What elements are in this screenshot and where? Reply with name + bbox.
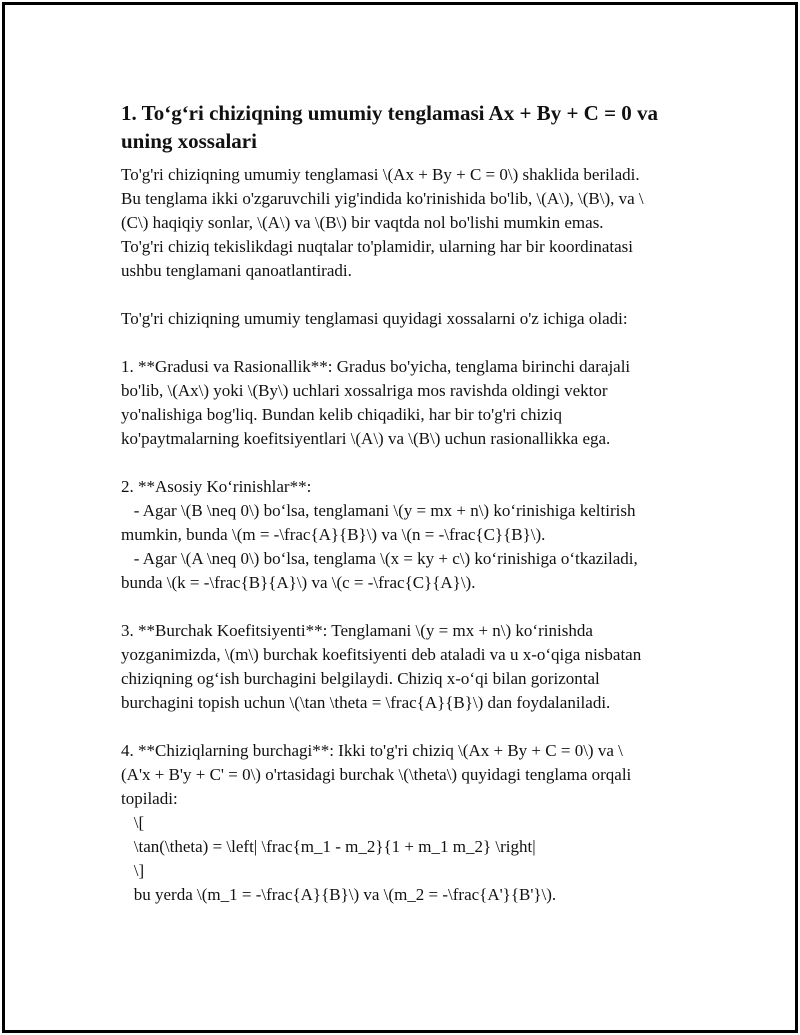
text-line: 4. **Chiziqlarning burchagi**: Ikki to'g'ri chiziq \(Ax + By + C = 0\) va \ xyxy=(121,741,623,760)
text-line: yozganimizda, \(m\) burchak koefitsiyenti deb ataladi va u x-o‘qiga nisbatan xyxy=(121,645,642,664)
text-line: - Agar \(B \neq 0\) bo‘lsa, tenglamani \(y = mx + n\) ko‘rinishiga keltirish xyxy=(121,501,636,520)
text-line: 2. **Asosiy Ko‘rinishlar**: xyxy=(121,477,312,496)
text-line: bunda \(k = -\frac{B}{A}\) va \(c = -\frac{C}{A}\). xyxy=(121,573,476,592)
section-heading xyxy=(121,99,701,155)
text-line: 3. **Burchak Koefitsiyenti**: Tenglamani \(y = mx + n\) ko‘rinishda xyxy=(121,621,593,640)
text-line: mumkin, bunda \(m = -\frac{A}{B}\) va \(n = -\frac{C}{B}\). xyxy=(121,525,546,544)
heading-line: uning xossalari xyxy=(121,129,257,153)
text-line: To'g'ri chiziqning umumiy tenglamasi \(Ax + By + C = 0\) shaklida beriladi. xyxy=(121,165,640,184)
properties-intro xyxy=(121,307,701,331)
text-line: burchagini topish uchun \(\tan \theta = \frac{A}{B}\) dan foydalaniladi. xyxy=(121,693,611,712)
text-line: Bu tenglama ikki o'zgaruvchili yig'indida ko'rinishida bo'lib, \(A\), \(B\), va \ xyxy=(121,189,644,208)
formula-line: \] xyxy=(121,861,145,880)
text-line: 1. **Gradusi va Rasionallik**: Gradus bo'yicha, tenglama birinchi darajali xyxy=(121,357,631,376)
text-line: To'g'ri chiziqning umumiy tenglamasi quyidagi xossalarni o'z ichiga oladi: xyxy=(121,309,628,328)
formula-line: \[ xyxy=(121,813,145,832)
text-line: bo'lib, \(Ax\) yoki \(By\) uchlari xossalriga mos ravishda oldingi vektor xyxy=(121,381,608,400)
text-line: (C\) haqiqiy sonlar, \(A\) va \(B\) bir vaqtda nol bo'lishi mumkin emas. xyxy=(121,213,604,232)
text-line: - Agar \(A \neq 0\) bo‘lsa, tenglama \(x = ky + c\) ko‘rinishiga o‘tkaziladi, xyxy=(121,549,638,568)
property-1 xyxy=(121,355,701,451)
property-3 xyxy=(121,619,701,715)
paragraph-gap xyxy=(121,283,701,307)
text-line: ushbu tenglamani qanoatlantiradi. xyxy=(121,261,352,280)
page-frame xyxy=(2,2,798,1033)
formula-line: \tan(\theta) = \left| \frac{m_1 - m_2}{1 + m_1 m_2} \right| xyxy=(121,837,536,856)
heading-line: 1. To‘g‘ri chiziqning umumiy tenglamasi Ax + By + C = 0 va xyxy=(121,101,659,125)
text-line: chiziqning og‘ish burchagini belgilaydi. Chiziq x-o‘qi bilan gorizontal xyxy=(121,669,600,688)
property-2 xyxy=(121,475,701,595)
paragraph-gap xyxy=(121,715,701,739)
text-line: To'g'ri chiziq tekislikdagi nuqtalar to'plamidir, ularning har bir koordinatasi xyxy=(121,237,634,256)
paragraph-gap xyxy=(121,331,701,355)
intro-paragraph xyxy=(121,163,701,283)
document-body xyxy=(121,99,701,907)
property-4 xyxy=(121,739,701,907)
paragraph-gap xyxy=(121,595,701,619)
text-line: topiladi: xyxy=(121,789,178,808)
text-line: ko'paytmalarning koefitsiyentlari \(A\) va \(B\) uchun rasionallikka ega. xyxy=(121,429,611,448)
paragraph-gap xyxy=(121,451,701,475)
text-line: bu yerda \(m_1 = -\frac{A}{B}\) va \(m_2 = -\frac{A'}{B'}\). xyxy=(121,885,557,904)
text-line: yo'nalishiga bog'liq. Bundan kelib chiqadiki, har bir to'g'ri chiziq xyxy=(121,405,562,424)
text-line: (A'x + B'y + C' = 0\) o'rtasidagi burchak \(\theta\) quyidagi tenglama orqali xyxy=(121,765,632,784)
